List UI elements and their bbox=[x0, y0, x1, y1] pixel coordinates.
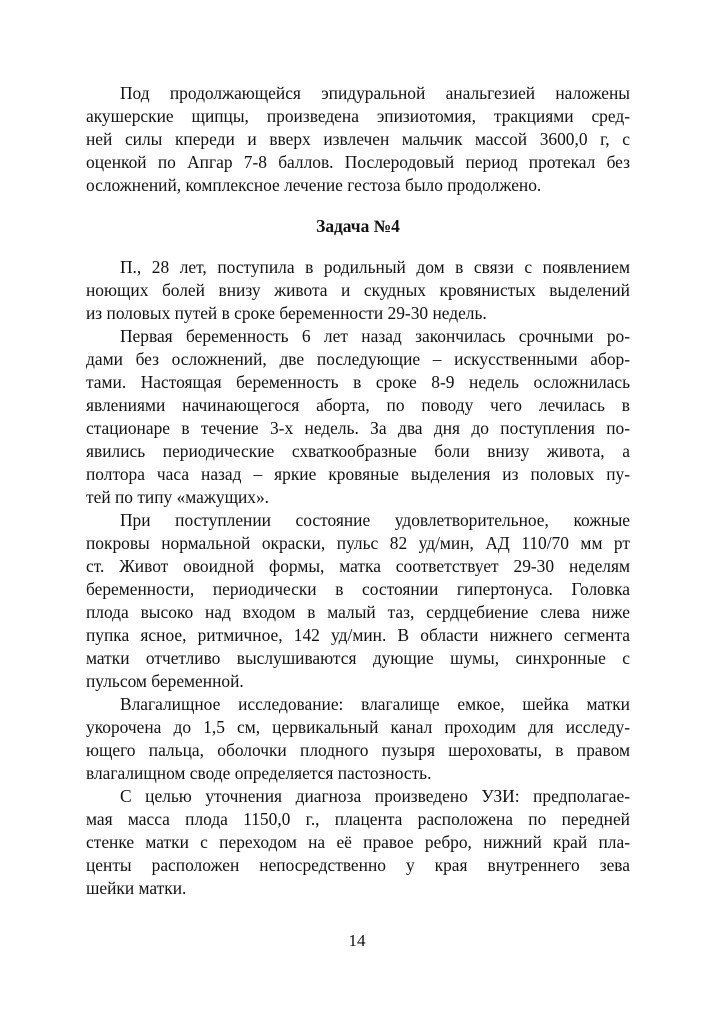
text-line: С целью уточнения диагноза произведено УЗИ: предполагае- bbox=[120, 786, 630, 806]
text-line: При поступлении состояние удовлетворительное, кожные bbox=[120, 510, 630, 530]
paragraph-3 bbox=[86, 509, 630, 693]
text-line: Влагалищное исследование: влагалище емкое, шейка матки bbox=[120, 694, 630, 714]
text-line: явлениями начинающегося аборта, по поводу чего лечилась в bbox=[86, 395, 630, 415]
paragraph-5 bbox=[86, 785, 630, 900]
text-line: ст. Живот овоидной формы, матка соответствует 29-30 неделям bbox=[86, 556, 630, 576]
paragraph-1 bbox=[86, 256, 630, 325]
text-line: П., 28 лет, поступила в родильный дом в связи с появлением bbox=[120, 257, 630, 277]
text-line: мая масса плода 1150,0 г., плацента расположена по передней bbox=[86, 809, 630, 829]
text-line: из половых путей в сроке беременности 29-30 недель. bbox=[86, 303, 487, 323]
page-number: 14 bbox=[348, 931, 366, 950]
text-line: явились периодические схваткообразные боли внизу живота, а bbox=[86, 441, 630, 461]
text-line: влагалищном своде определяется пастозность. bbox=[86, 763, 432, 783]
paragraph-4 bbox=[86, 693, 630, 785]
text-line: шейки матки. bbox=[86, 878, 187, 898]
text-line: ноющих болей внизу живота и скудных кровянистых выделений bbox=[86, 280, 630, 300]
text-line: дами без осложнений, две последующие – искусственными абор- bbox=[86, 349, 630, 369]
text-line: Первая беременность 6 лет назад закончилась срочными ро- bbox=[120, 326, 630, 346]
page-content bbox=[86, 82, 630, 900]
text-line: беременности, периодически в состоянии гипертонуса. Головка bbox=[86, 579, 630, 599]
text-line: матки отчетливо выслушиваются дующие шумы, синхронные с bbox=[86, 648, 630, 668]
intro-paragraph bbox=[86, 82, 630, 197]
text-line: покровы нормальной окраски, пульс 82 уд/мин, АД 110/70 мм рт bbox=[86, 533, 630, 553]
text-line: оценкой по Апгар 7-8 баллов. Послеродовый период протекал без bbox=[86, 152, 630, 172]
paragraph-2 bbox=[86, 325, 630, 509]
text-line: стенке матки с переходом на её правое ребро, нижний край пла- bbox=[86, 832, 630, 852]
text-line: ней силы кпереди и вверх извлечен мальчик массой 3600,0 г, с bbox=[86, 129, 630, 149]
text-line: тей по типу «мажущих». bbox=[86, 487, 270, 507]
text-line: Под продолжающейся эпидуральной анальгезией наложены bbox=[120, 83, 630, 103]
text-line: полтора часа назад – яркие кровяные выделения из половых пу- bbox=[86, 464, 630, 484]
text-line: акушерские щипцы, произведена эпизиотомия, тракциями сред- bbox=[86, 106, 630, 126]
text-line: пупка ясное, ритмичное, 142 уд/мин. В области нижнего сегмента bbox=[86, 625, 630, 645]
text-line: плода высоко над входом в малый таз, сердцебиение слева ниже bbox=[86, 602, 630, 622]
text-line: осложнений, комплексное лечение гестоза было продолжено. bbox=[86, 175, 542, 195]
text-line: ющего пальца, оболочки плодного пузыря шероховаты, в правом bbox=[86, 740, 630, 760]
text-line: пульсом беременной. bbox=[86, 671, 244, 691]
text-line: укорочена до 1,5 см, цервикальный канал проходим для исследу- bbox=[86, 717, 630, 737]
task-heading: Задача №4 bbox=[316, 216, 400, 236]
text-line: стационаре в течение 3-х недель. За два дня до поступления по- bbox=[86, 418, 630, 438]
text-line: тами. Настоящая беременность в сроке 8-9 недель осложнилась bbox=[86, 372, 630, 392]
text-line: центы расположен непосредственно у края внутреннего зева bbox=[86, 855, 630, 875]
